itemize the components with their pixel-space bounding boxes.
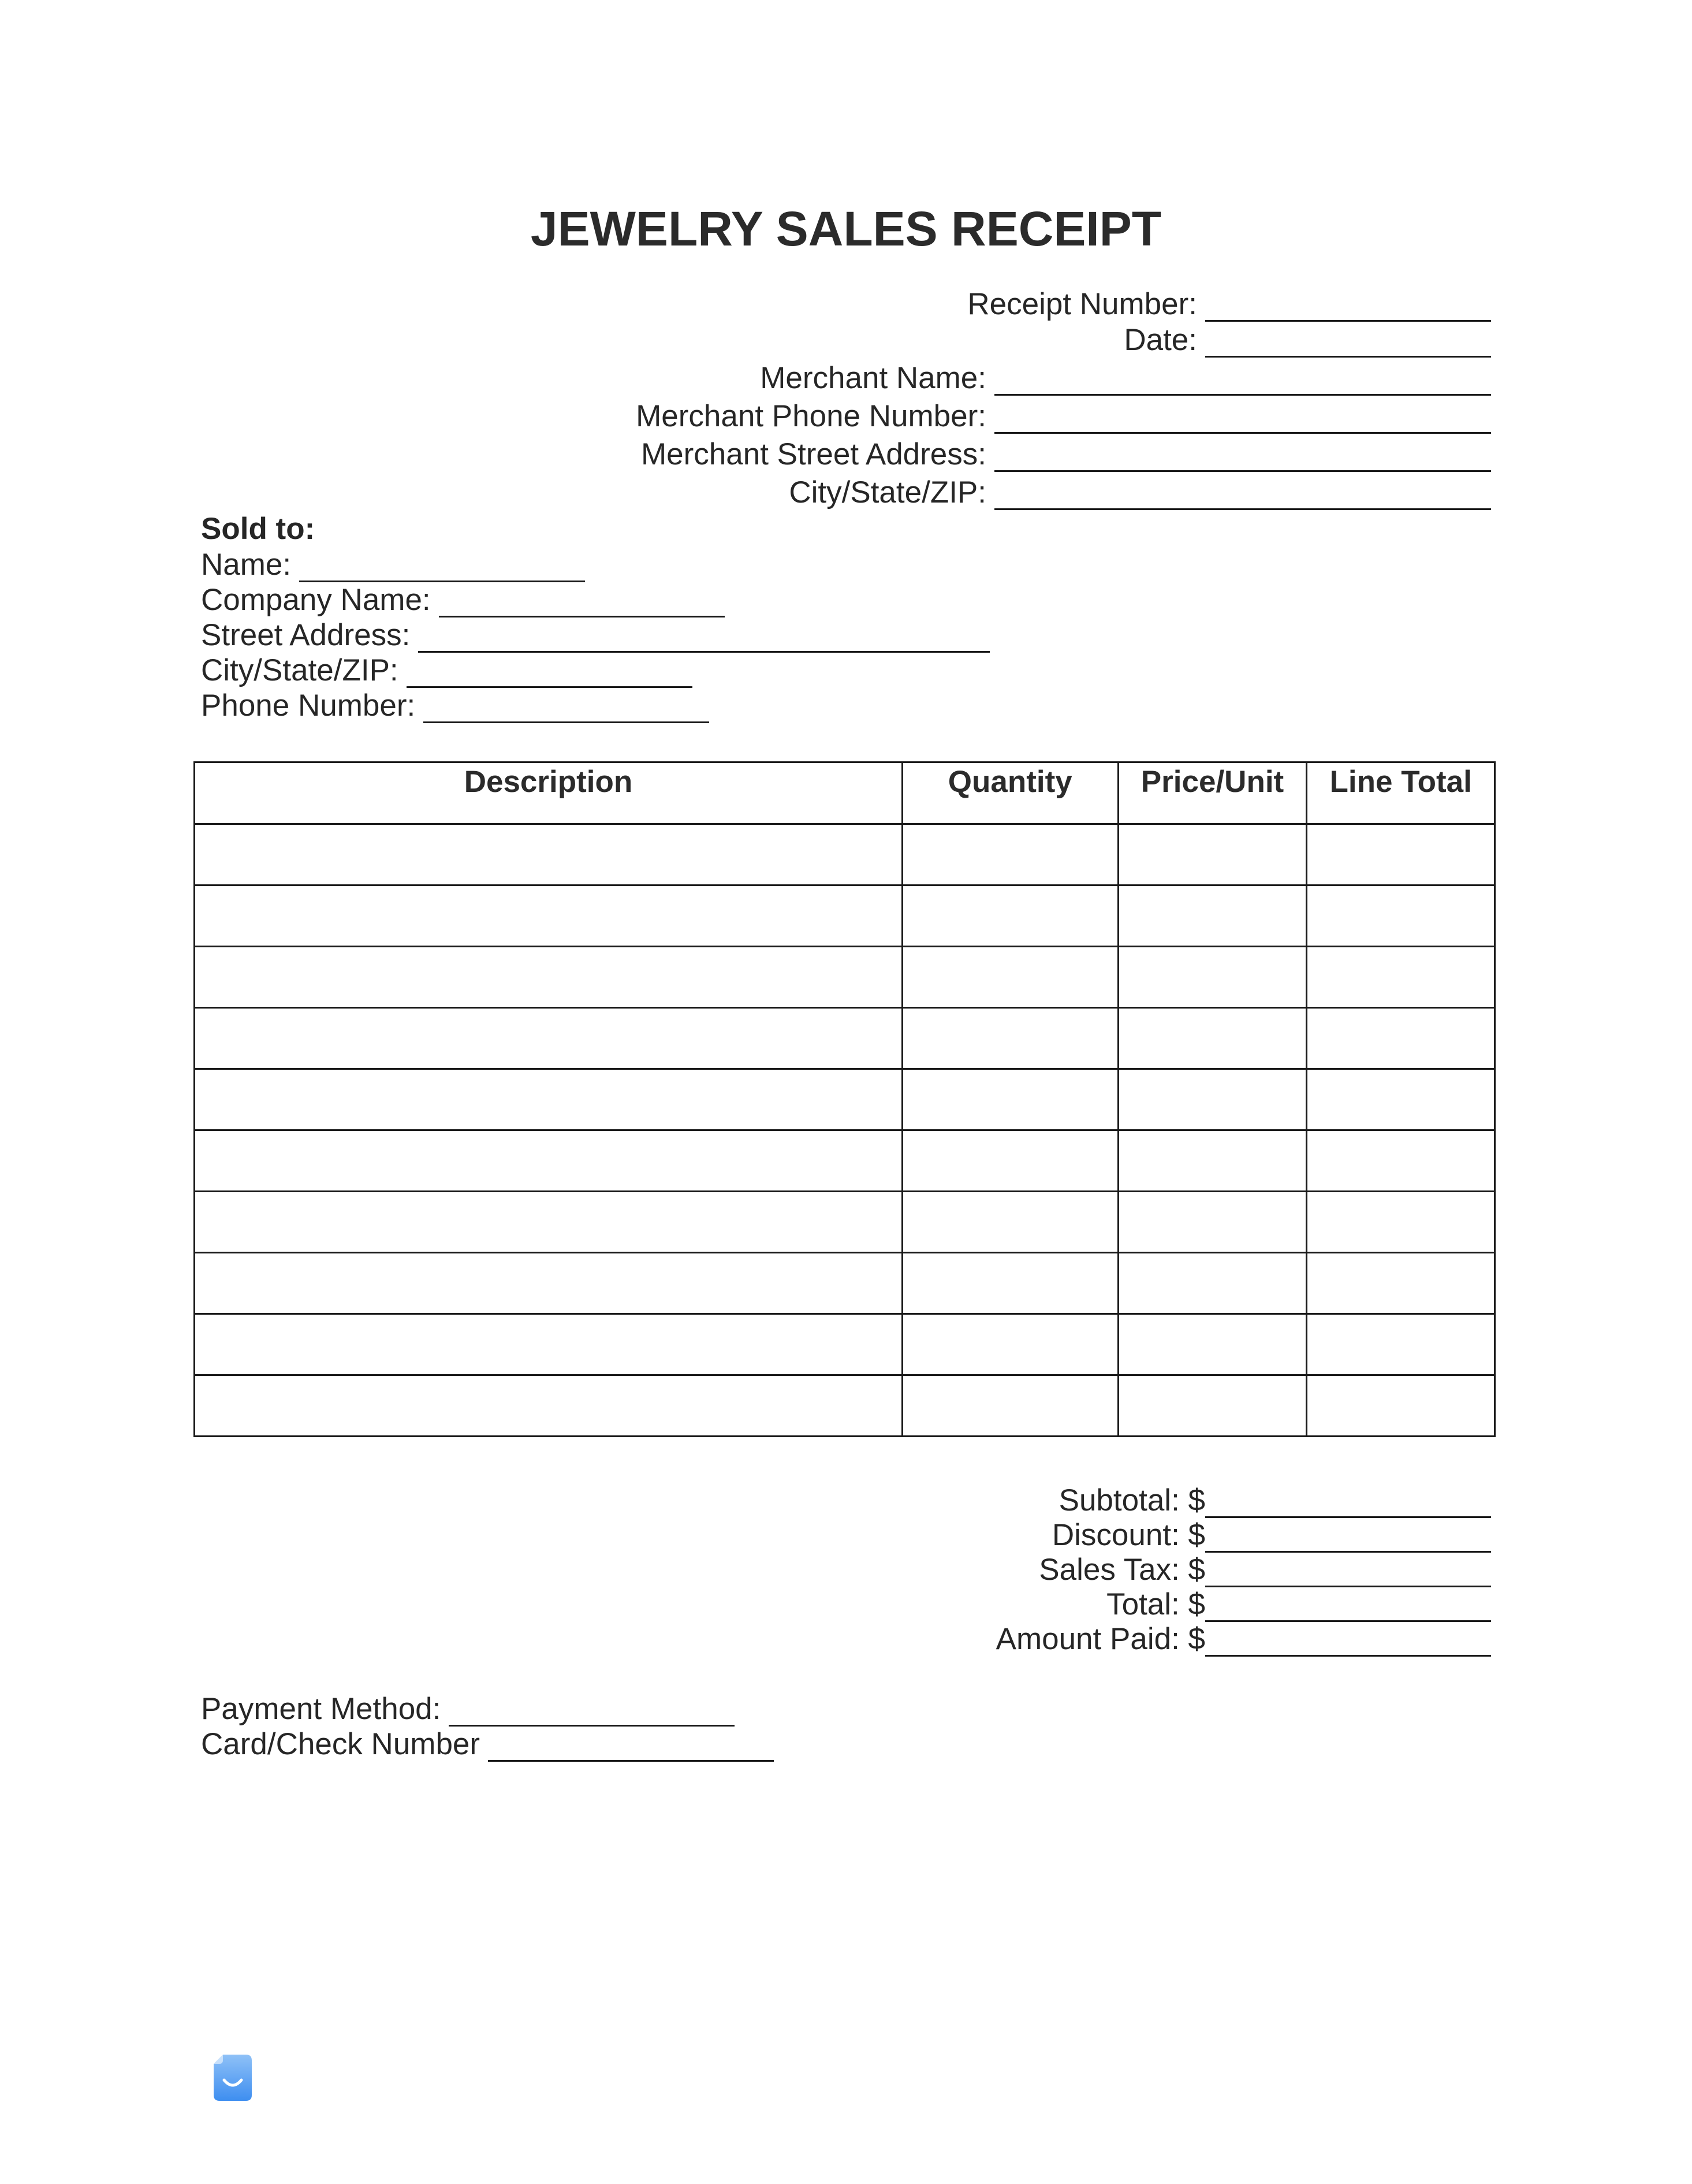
smiley-document-logo-icon: [213, 2053, 253, 2102]
buyer-street-field[interactable]: [418, 623, 990, 653]
line-items-body: [195, 824, 1495, 1437]
buyer-company-row: [201, 582, 990, 617]
table-row: [195, 1314, 1495, 1375]
total-row: [996, 1587, 1491, 1622]
column-header-description: Description: [195, 762, 903, 824]
cell-description[interactable]: [195, 885, 903, 947]
cell-line-total[interactable]: [1307, 1008, 1495, 1069]
cell-line-total[interactable]: [1307, 824, 1495, 885]
cell-price-unit[interactable]: [1118, 1130, 1307, 1192]
cell-quantity[interactable]: [902, 947, 1118, 1008]
amount-paid-field[interactable]: [1205, 1627, 1491, 1657]
cell-quantity[interactable]: [902, 1069, 1118, 1130]
merchant-fields: [636, 286, 1491, 510]
cell-quantity[interactable]: [902, 1253, 1118, 1314]
cell-price-unit[interactable]: [1118, 1253, 1307, 1314]
table-row: [195, 824, 1495, 885]
date-label: Date:: [1124, 323, 1197, 357]
cell-line-total[interactable]: [1307, 885, 1495, 947]
receipt-title: JEWELRY SALES RECEIPT: [530, 202, 1162, 256]
payment-method-label: Payment Method:: [201, 1692, 441, 1726]
buyer-city-row: [201, 653, 990, 688]
buyer-company-field[interactable]: [439, 588, 725, 617]
table-row: [195, 1192, 1495, 1253]
table-row: [195, 1008, 1495, 1069]
sales-tax-row: [996, 1553, 1491, 1587]
amount-paid-row: [996, 1622, 1491, 1657]
cell-price-unit[interactable]: [1118, 1375, 1307, 1437]
payment-method-field[interactable]: [449, 1697, 735, 1727]
cell-quantity[interactable]: [902, 824, 1118, 885]
cell-description[interactable]: [195, 824, 903, 885]
table-row: [195, 1069, 1495, 1130]
merchant-address-label: Merchant Street Address:: [640, 437, 986, 471]
merchant-phone-field[interactable]: [994, 404, 1491, 434]
amount-paid-label: Amount Paid: $: [996, 1622, 1205, 1656]
cell-line-total[interactable]: [1307, 1069, 1495, 1130]
cell-description[interactable]: [195, 1192, 903, 1253]
merchant-name-label: Merchant Name:: [760, 361, 986, 395]
cell-line-total[interactable]: [1307, 1192, 1495, 1253]
buyer-name-field[interactable]: [299, 553, 585, 582]
card-check-row: [201, 1727, 774, 1762]
cell-line-total[interactable]: [1307, 947, 1495, 1008]
payment-section: [201, 1691, 774, 1762]
buyer-street-label: Street Address:: [201, 618, 411, 652]
sales-tax-field[interactable]: [1205, 1558, 1491, 1587]
merchant-city-field[interactable]: [994, 481, 1491, 510]
merchant-name-field[interactable]: [994, 366, 1491, 396]
card-check-field[interactable]: [488, 1732, 774, 1762]
cell-description[interactable]: [195, 1314, 903, 1375]
cell-description[interactable]: [195, 1069, 903, 1130]
cell-line-total[interactable]: [1307, 1375, 1495, 1437]
discount-label: Discount: $: [1052, 1518, 1205, 1552]
receipt-number-field[interactable]: [1205, 292, 1491, 322]
merchant-city-row: [636, 472, 1491, 510]
cell-quantity[interactable]: [902, 1375, 1118, 1437]
cell-price-unit[interactable]: [1118, 947, 1307, 1008]
buyer-phone-field[interactable]: [423, 694, 709, 723]
cell-price-unit[interactable]: [1118, 1069, 1307, 1130]
cell-quantity[interactable]: [902, 1008, 1118, 1069]
merchant-city-label: City/State/ZIP:: [789, 475, 986, 509]
total-label: Total: $: [1106, 1587, 1205, 1621]
cell-price-unit[interactable]: [1118, 824, 1307, 885]
sold-to-section: [201, 511, 990, 723]
merchant-address-row: [636, 434, 1491, 472]
total-field[interactable]: [1205, 1593, 1491, 1622]
receipt-number-row: [636, 286, 1491, 322]
table-row: [195, 947, 1495, 1008]
buyer-phone-label: Phone Number:: [201, 689, 416, 723]
cell-quantity[interactable]: [902, 1130, 1118, 1192]
table-row: [195, 1375, 1495, 1437]
cell-quantity[interactable]: [902, 885, 1118, 947]
cell-description[interactable]: [195, 1130, 903, 1192]
subtotal-field[interactable]: [1205, 1489, 1491, 1518]
table-row: [195, 1130, 1495, 1192]
cell-description[interactable]: [195, 1008, 903, 1069]
cell-price-unit[interactable]: [1118, 1008, 1307, 1069]
cell-price-unit[interactable]: [1118, 885, 1307, 947]
subtotal-row: [996, 1483, 1491, 1518]
merchant-name-row: [636, 358, 1491, 396]
cell-line-total[interactable]: [1307, 1253, 1495, 1314]
cell-line-total[interactable]: [1307, 1314, 1495, 1375]
cell-description[interactable]: [195, 947, 903, 1008]
cell-description[interactable]: [195, 1253, 903, 1314]
cell-line-total[interactable]: [1307, 1130, 1495, 1192]
column-header-line-total: Line Total: [1307, 762, 1495, 824]
cell-price-unit[interactable]: [1118, 1314, 1307, 1375]
discount-field[interactable]: [1205, 1523, 1491, 1553]
date-field[interactable]: [1205, 328, 1491, 358]
cell-description[interactable]: [195, 1375, 903, 1437]
date-row: [636, 322, 1491, 358]
table-row: [195, 885, 1495, 947]
cell-quantity[interactable]: [902, 1314, 1118, 1375]
column-header-quantity: Quantity: [902, 762, 1118, 824]
card-check-label: Card/Check Number: [201, 1727, 480, 1761]
table-header-row: [195, 762, 1495, 824]
buyer-name-label: Name:: [201, 548, 292, 582]
discount-row: [996, 1518, 1491, 1553]
column-header-price-unit: Price/Unit: [1118, 762, 1307, 824]
buyer-city-field[interactable]: [407, 658, 692, 688]
buyer-name-row: [201, 547, 990, 582]
payment-method-row: [201, 1691, 774, 1727]
sales-tax-label: Sales Tax: $: [1039, 1553, 1205, 1587]
buyer-phone-row: [201, 688, 990, 723]
buyer-company-label: Company Name:: [201, 583, 431, 617]
buyer-city-label: City/State/ZIP:: [201, 653, 398, 687]
table-row: [195, 1253, 1495, 1314]
merchant-address-field[interactable]: [994, 442, 1491, 472]
merchant-phone-label: Merchant Phone Number:: [636, 399, 986, 433]
receipt-number-label: Receipt Number:: [967, 287, 1197, 321]
merchant-phone-row: [636, 396, 1491, 434]
totals-section: [996, 1483, 1491, 1657]
subtotal-label: Subtotal: $: [1059, 1483, 1205, 1517]
cell-quantity[interactable]: [902, 1192, 1118, 1253]
buyer-street-row: [201, 617, 990, 653]
sold-to-heading: Sold to:: [201, 512, 315, 546]
cell-price-unit[interactable]: [1118, 1192, 1307, 1253]
line-items-table: [193, 761, 1496, 1437]
